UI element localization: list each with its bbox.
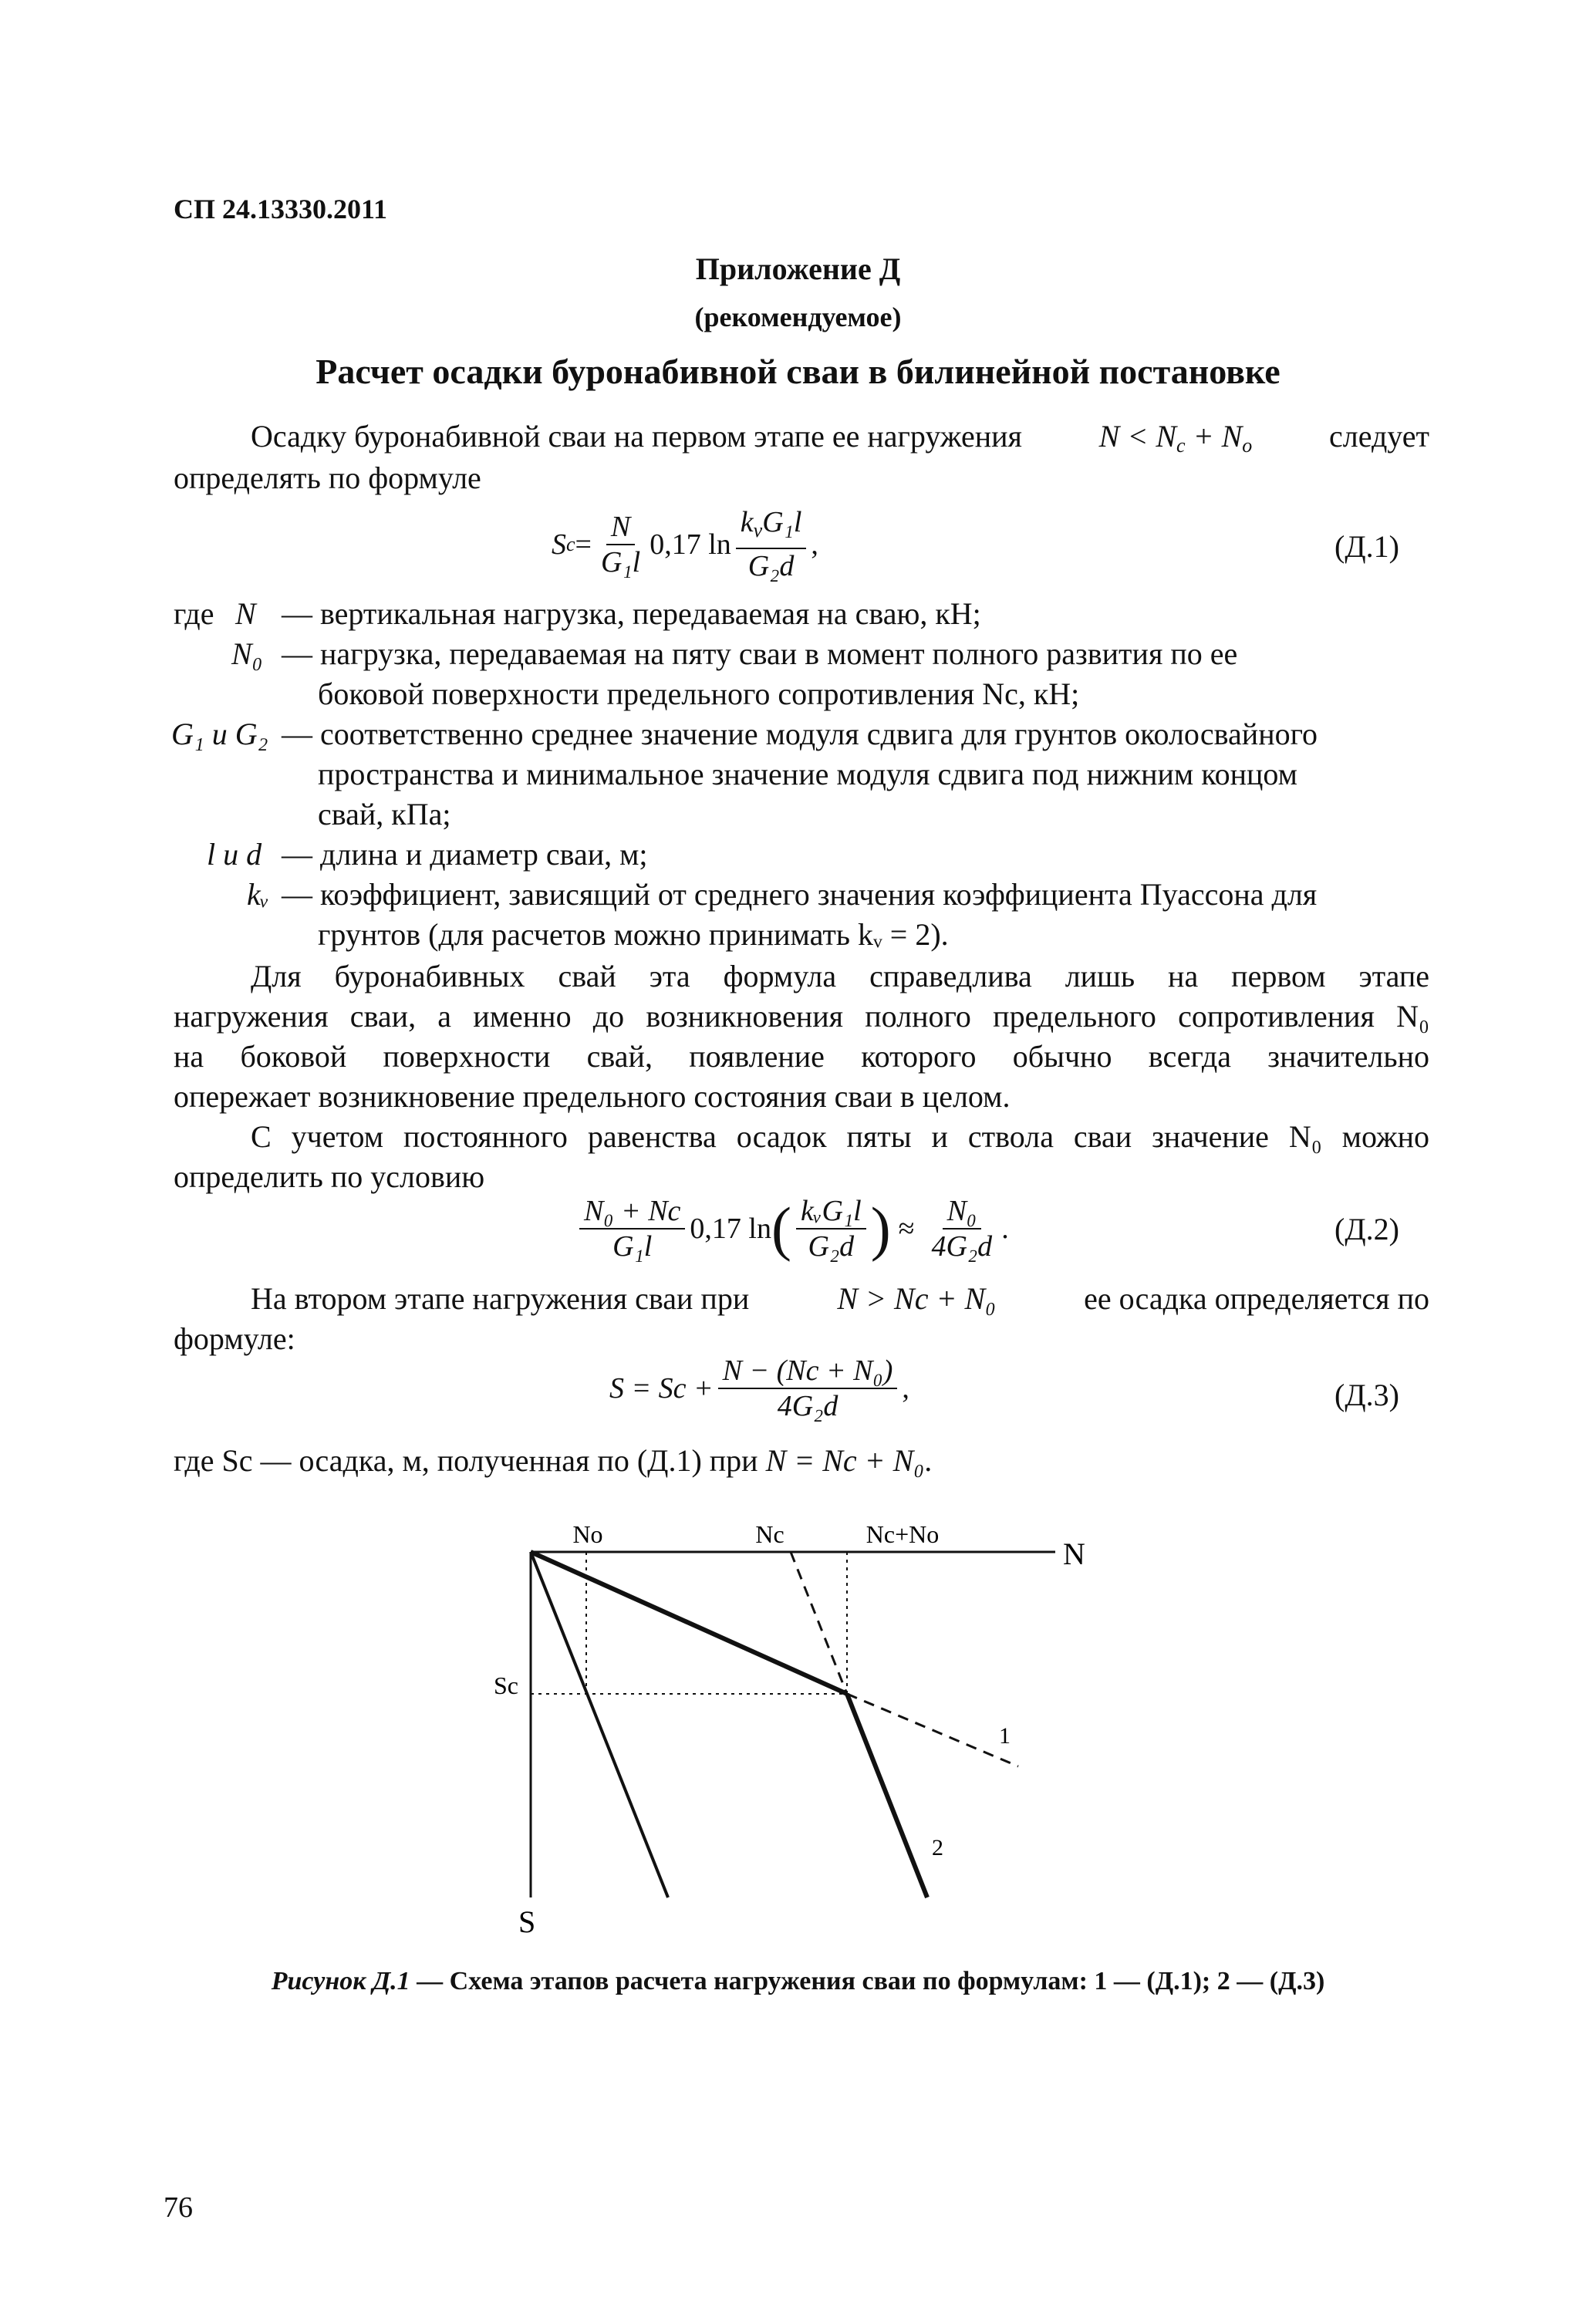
definition-text: — соответственно среднее значение модуля сдвига для грунтов околосвайного bbox=[282, 717, 1318, 751]
para2-line: Для буронабивных свай эта формула справедлива лишь на первом этапе bbox=[251, 959, 1429, 993]
intro-condition: $N < N_c + N_o$ bbox=[1098, 419, 1253, 457]
definition-text: — длина и диаметр сваи, м; bbox=[282, 837, 648, 872]
equation-d1: S c = $\frac{N}{\text{G₁l}}$ 0,17 ln $\frac{k_vG_1l}{\text{G₂d}}$ , bbox=[552, 506, 818, 582]
para2-line: на боковой поверхности свай, появление которого обычно всегда значительно bbox=[174, 1039, 1429, 1074]
definition-text: — коэффициент, зависящий от среднего значения коэффициента Пуассона для bbox=[282, 877, 1318, 912]
label-s: S bbox=[518, 1904, 536, 1939]
curve-2-line bbox=[847, 1694, 927, 1897]
definition-text-cont: пространства и минимальное значение модуля сдвига под нижним концом bbox=[318, 757, 1297, 791]
para2-line: нагружения сваи, а именно до возникновения полного предельного сопротивления N₀ bbox=[174, 999, 1429, 1034]
appendix-title: Приложение Д bbox=[695, 251, 901, 286]
equation-number-d2: (Д.2) bbox=[1334, 1212, 1399, 1246]
para4-line-1: На втором этапе нагружения сваи при N > Nс + N₀ ее осадка определяется по bbox=[251, 1281, 1429, 1316]
para3-line: С учетом постоянного равенства осадок пяты и ствола сваи значение N₀ можно bbox=[251, 1119, 1429, 1154]
label-curve-1: 1 bbox=[999, 1723, 1011, 1749]
section-title: Расчет осадки буронабивной сваи в билинейной постановке bbox=[315, 352, 1281, 391]
definition-text-cont: свай, кПа; bbox=[318, 797, 451, 831]
definition-text-cont: грунтов (для расчетов можно принимать kᵥ = 2). bbox=[318, 917, 949, 952]
label-ncno: Nc+No bbox=[865, 1520, 940, 1548]
label-n: N bbox=[1063, 1536, 1085, 1571]
document-code: СП 24.13330.2011 bbox=[174, 194, 388, 224]
para4-line-2: формуле: bbox=[174, 1321, 295, 1356]
label-nc: Nc bbox=[755, 1520, 785, 1548]
intro-line-2: определять по формуле bbox=[174, 460, 481, 495]
equation-number-d3: (Д.3) bbox=[1334, 1378, 1399, 1412]
definition-symbol: kᵥ bbox=[247, 877, 269, 912]
para3-line: определить по условию bbox=[174, 1159, 485, 1194]
note-line: где Sс — осадка, м, полученная по (Д.1) при N = Nс + N₀. bbox=[174, 1443, 933, 1478]
definition-text: — нагрузка, передаваемая на пяту сваи в момент полного развития по ее bbox=[282, 636, 1238, 671]
definition-symbol: G₁ и G₂ bbox=[171, 717, 268, 751]
intro-text-end: следует bbox=[1329, 419, 1429, 454]
label-sc: Sc bbox=[494, 1671, 518, 1699]
equation-number-d1: (Д.1) bbox=[1334, 529, 1399, 564]
para2-line: опережает возникновение предельного состояния сваи в целом. bbox=[174, 1079, 1011, 1114]
intro-text: Осадку буронабивной сваи на первом этапе ее нагружения bbox=[251, 419, 1022, 454]
definition-text-cont: боковой поверхности предельного сопротивления Nс, кН; bbox=[318, 676, 1080, 711]
definition-symbol: l и d bbox=[207, 837, 262, 872]
definition-text: — вертикальная нагрузка, передаваемая на сваю, кН; bbox=[282, 596, 981, 631]
equation-d2: $\frac{\text{N₀ + Nс}}{\text{G₁l}}$ 0,17 ln ( $\frac{\text{kᵥG₁l}}{\text{G₂d}}$ ) ≈ $\frac{\text{N₀}}{\text{4G₂d}}$ . bbox=[575, 1194, 1009, 1263]
definition-lead: где bbox=[174, 596, 214, 631]
page-number: 76 bbox=[164, 2191, 193, 2224]
label-curve-2: 2 bbox=[932, 1835, 943, 1860]
appendix-subtitle: (рекомендуемое) bbox=[694, 302, 902, 332]
label-no: No bbox=[572, 1520, 603, 1548]
definition-symbol: N bbox=[235, 596, 256, 631]
equation-d3: S = Sс + $\frac{\text{N − (Nс + N₀)}}{\text{4G₂d}}$ , bbox=[609, 1354, 909, 1422]
definition-symbol: N₀ bbox=[231, 636, 263, 671]
figure-caption: Рисунок Д.1 — Схема этапов расчета нагружения сваи по формулам: 1 — (Д.1); 2 — (Д.3) bbox=[271, 1967, 1325, 1995]
